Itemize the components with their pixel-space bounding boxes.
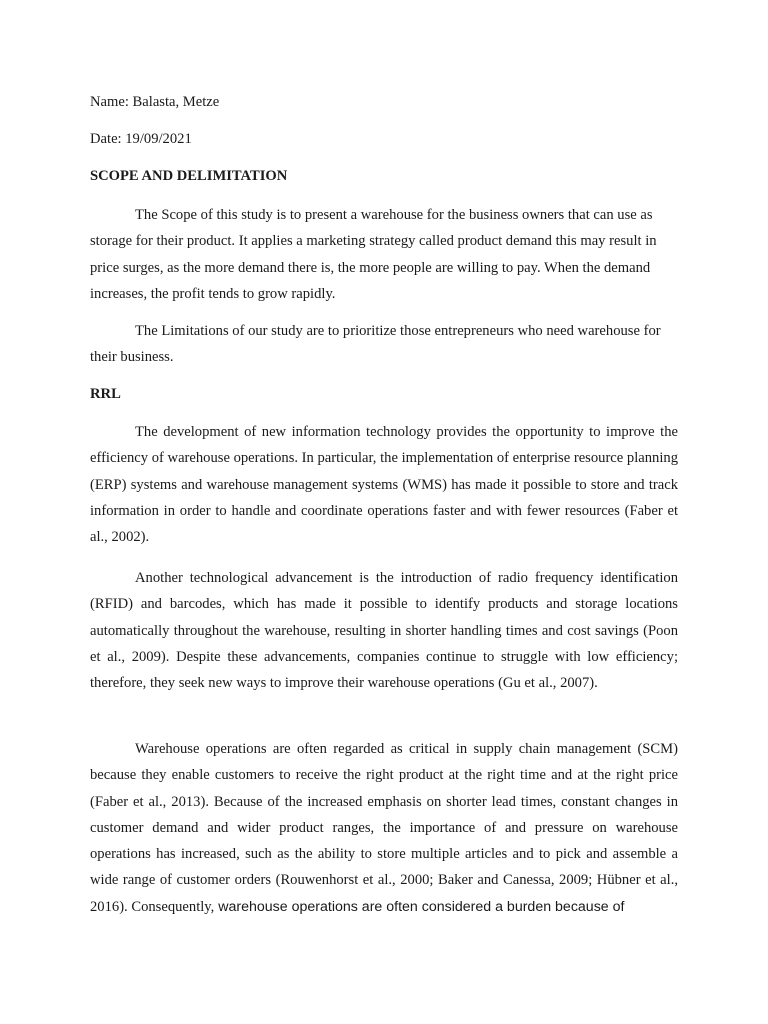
rrl-paragraph-2: Another technological advancement is the introduction of radio frequency identification (RFID) and barcodes, which has made it possible to identify products and storage locations automatically throughout the warehouse, resulting in shorter handling times and cost savings (Poon et al., 2009). Despite these advancements, companies continue to struggle with low efficiency; therefore, they seek new ways to improve their warehouse operations (Gu et al., 2007). — [90, 570, 678, 692]
scope-paragraph: The Scope of this study is to present a warehouse for the business owners that can use as storage for their product. It applies a marketing strategy called product demand this may result in price surges, as the more demand there is, the more people are willing to pay. When the demand increases, the profit tends to grow rapidly. — [90, 207, 657, 302]
scope-heading: SCOPE AND DELIMITATION — [90, 168, 288, 184]
limitations-paragraph: The Limitations of our study are to prioritize those entrepreneurs who need warehouse for their business. — [90, 323, 661, 366]
date-line: Date: 19/09/2021 — [90, 131, 192, 147]
rrl-paragraph-1: The development of new information technology provides the opportunity to improve the efficiency of warehouse operations. In particular, the implementation of enterprise resource planning (ERP) systems and warehouse management systems (WMS) has made it possible to store and track information in order to handle and coordinate operations faster and with fewer resources (Faber et al., 2002). — [90, 424, 678, 546]
rrl-paragraph-3-continuation: warehouse operations are often considered a burden because of — [214, 898, 625, 915]
rrl-heading: RRL — [90, 386, 121, 402]
author-name-line: Name: Balasta, Metze — [90, 94, 220, 110]
rrl-paragraph-3 — [90, 736, 678, 920]
rrl-paragraph-3-body: Warehouse operations are often regarded as critical in supply chain management (SCM) because they enable customers to receive the right product at the right time and at the right price (Faber et al., 2013). Because of the increased emphasis on shorter lead times, constant changes in customer demand and wider product ranges, the importance of and pressure on warehouse operations has increased, such as the ability to store multiple articles and to pick and assemble a wide range of customer orders (Rouwenhorst et al., 2000; Baker and Canessa, 2009; Hübner et al., 2016). Consequently, — [90, 741, 678, 915]
document-page — [90, 0, 678, 1024]
